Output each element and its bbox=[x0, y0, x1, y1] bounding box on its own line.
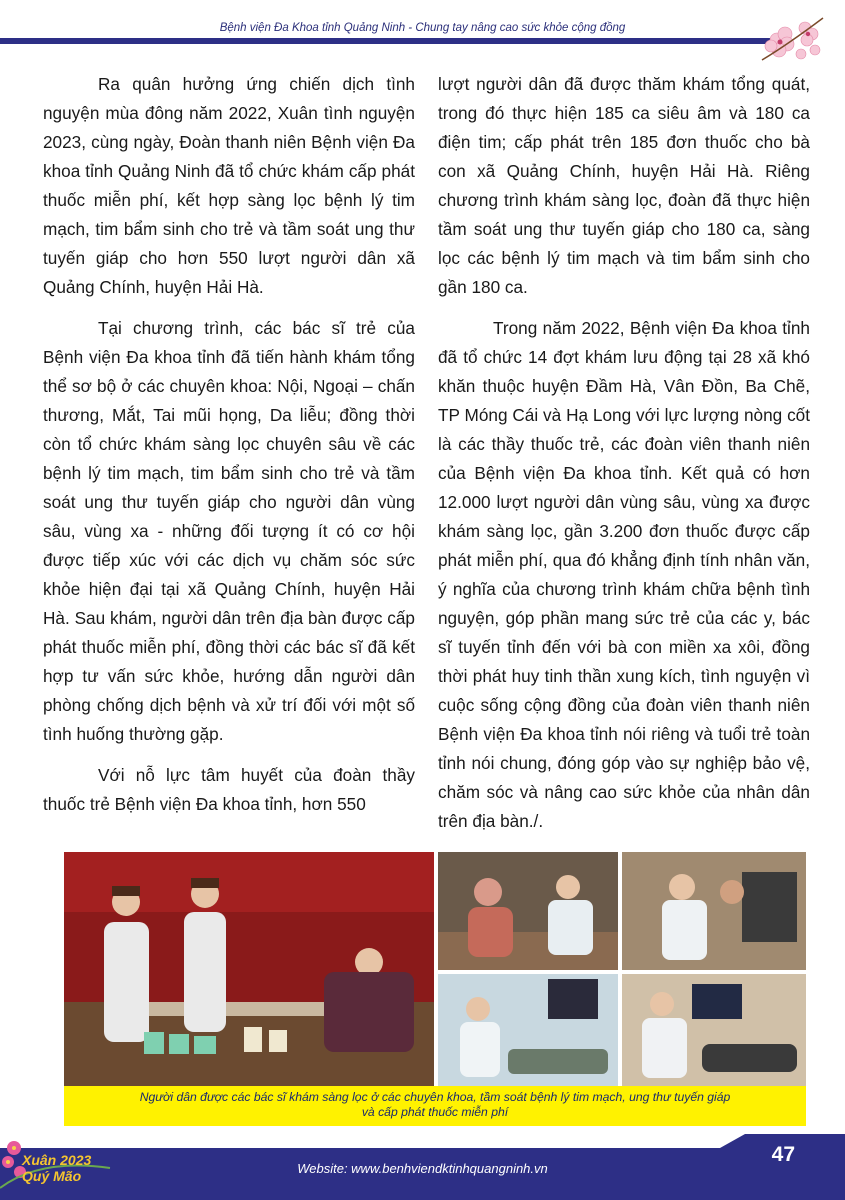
photo-medicine-distribution bbox=[64, 852, 434, 1088]
caption-line: Người dân được các bác sĩ khám sàng lọc ở các chuyên khoa, tầm soát bệnh lý tim mạch, ung thư tuyến giáp bbox=[139, 1090, 731, 1104]
photo-collage bbox=[64, 852, 806, 1088]
photo-ecg-exam bbox=[622, 852, 806, 970]
logo-line: Quý Mão bbox=[22, 1168, 82, 1184]
article-column-left bbox=[43, 70, 415, 831]
paragraph: Trong năm 2022, Bệnh viện Đa khoa tỉnh đã tổ chức 14 đợt khám lưu động tại 28 xã khó khăn thuộc huyện Đầm Hà, Vân Đồn, Ba Chẽ, TP Móng Cái và Hạ Long với lực lượng nòng cốt là các thầy thuốc trẻ, các đoàn viên thanh niên của Bệnh viện Đa khoa tỉnh. Kết quả có hơn 12.000 lượt người dân vùng sâu, vùng xa được khám sàng lọc, gần 3.200 đơn thuốc được cấp phát miễn phí, qua đó khẳng định tính nhân văn, ý nghĩa của chương trình khám chữa bệnh tình nguyện, góp phần mang sức trẻ của các y, bác sĩ tuyến tỉnh đến với bà con miền xa xôi, đồng thời phát huy tinh thần xung kích, tình nguyện vì cuộc sống cộng đồng của đoàn viên thanh niên Bệnh viện Đa khoa tỉnh nói riêng và tuổi trẻ toàn tỉnh nói chung, đóng góp vào sự nghiệp bảo vệ, chăm sóc và nâng cao sức khỏe của nhân dân trên địa bàn./. bbox=[438, 318, 810, 831]
running-header: Bệnh viện Đa Khoa tỉnh Quảng Ninh - Chung tay nâng cao sức khỏe cộng đồng bbox=[219, 22, 626, 34]
photo-caption bbox=[64, 1086, 806, 1126]
header-bar bbox=[0, 38, 780, 44]
article-column-right bbox=[438, 70, 810, 848]
website-url: Website: www.benhviendktinhquangninh.vn bbox=[297, 1161, 548, 1176]
photo-ultrasound bbox=[438, 974, 618, 1088]
paragraph: lượt người dân đã được thăm khám tổng quát, trong đó thực hiện 185 ca siêu âm và 180 ca điện tim; cấp phát trên 185 đơn thuốc cho bà con xã Quảng Chính, huyện Hải Hà. Riêng chương trình khám sàng lọc, đoàn đã thực hiện tầm soát ung thư tuyến giáp cho 180 ca, sàng lọc các bệnh lý tim mạch và tim bẩm sinh cho gần 180 ca. bbox=[438, 74, 810, 297]
photo-patient-exam bbox=[622, 974, 806, 1088]
cherry-blossom-icon bbox=[757, 10, 827, 70]
caption-line: và cấp phát thuốc miễn phí bbox=[361, 1105, 509, 1119]
paragraph: Ra quân hưởng ứng chiến dịch tình nguyện mùa đông năm 2022, Xuân tình nguyện 2023, cùng ngày, Đoàn thanh niên Bệnh viện Đa khoa tỉnh Quảng Ninh đã tổ chức khám cấp phát thuốc miễn phí, kết hợp sàng lọc bệnh lý tim mạch, tim bẩm sinh cho trẻ và tầm soát ung thư tuyến giáp cho hơn 550 lượt người dân xã Quảng Chính, huyện Hải Hà. bbox=[43, 74, 415, 297]
paragraph: Tại chương trình, các bác sĩ trẻ của Bệnh viện Đa khoa tỉnh đã tiến hành khám tổng thể sơ bộ ở các chuyên khoa: Nội, Ngoại – chấn thương, Mắt, Tai mũi họng, Da liễu; đồng thời còn tổ chức khám sàng lọc chuyên sâu về các bệnh lý tim mạch, tim bẩm sinh cho trẻ và tầm soát ung thư tuyến giáp cho người dân vùng sâu, vùng xa - những đối tượng ít có cơ hội được tiếp xúc với các dịch vụ chăm sóc sức khỏe hiện đại tại xã Quảng Chính, huyện Hải Hà. Sau khám, người dân trên địa bàn được cấp phát thuốc miễn phí, đồng thời các bác sĩ đã kết hợp tư vấn sức khỏe, hướng dẫn người dân phòng chống dịch bệnh và xử trí đối với một số tình huống thường gặp. bbox=[43, 318, 415, 744]
paragraph: Với nỗ lực tâm huyết của đoàn thầy thuốc trẻ Bệnh viện Đa khoa tỉnh, hơn 550 bbox=[43, 765, 415, 814]
photo-consultation bbox=[438, 852, 618, 970]
page-number: 47 bbox=[771, 1143, 795, 1166]
logo-line: Xuân 2023 bbox=[22, 1152, 92, 1168]
